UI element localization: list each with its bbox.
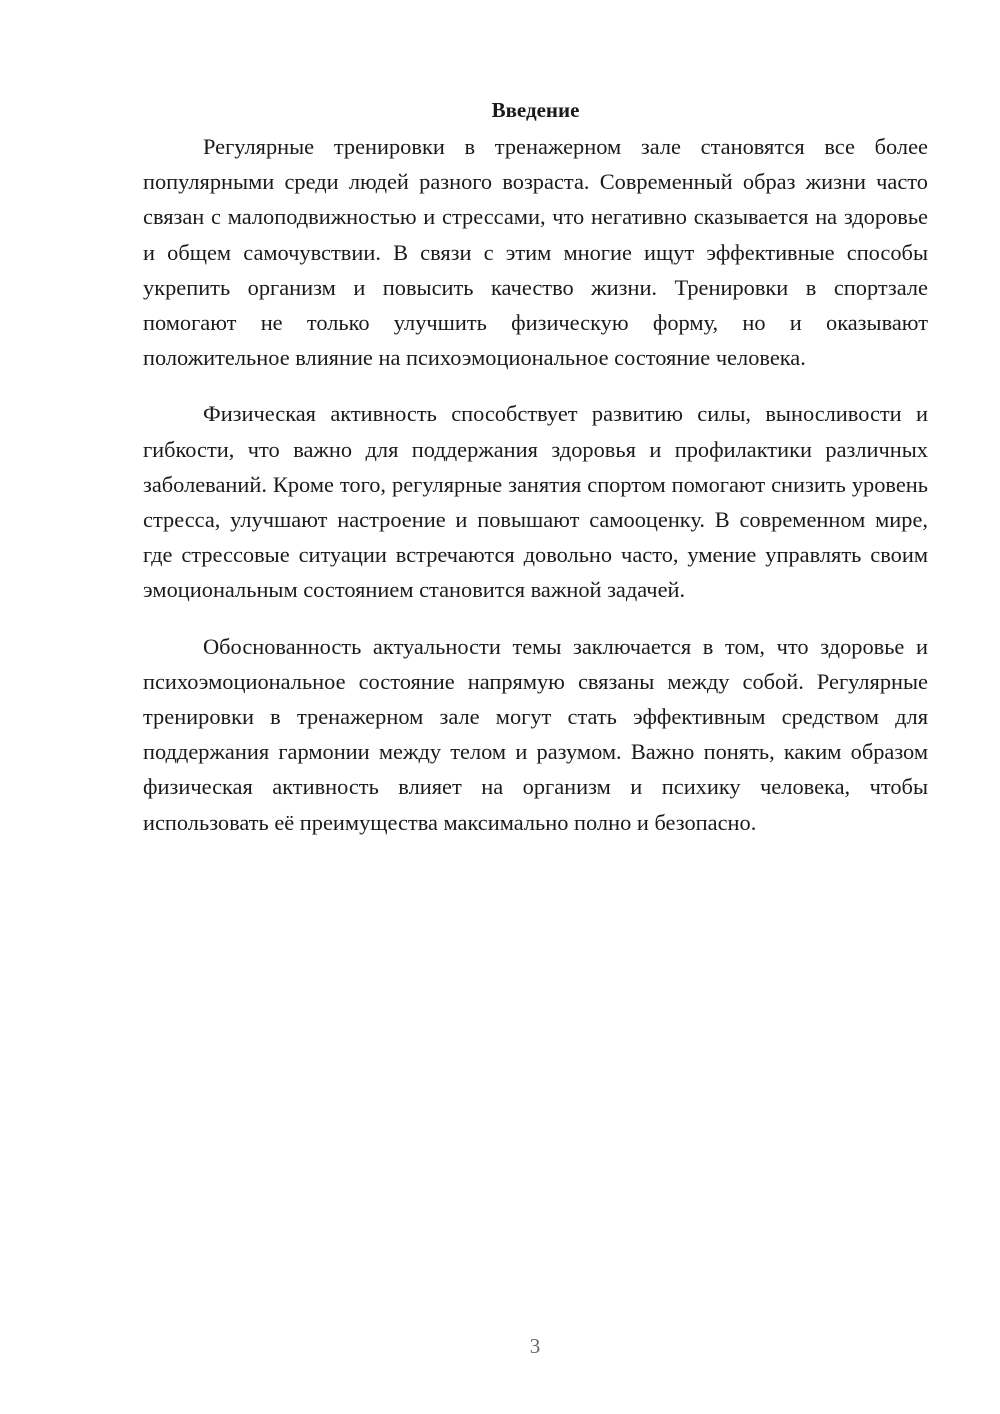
section-heading: Введение (491, 98, 580, 122)
paragraph-3: Обоснованность актуальности темы заключается в том, что здоровье и психоэмоциональное состояние напрямую связаны между собой. Регулярные тренировки в тренажерном зале могут стать эффективным средством для поддержания гармонии между телом и разумом. Важно понять, каким образом физическая активность влияет на организм и психику человека, чтобы использовать её преимущества максимально полно и безопасно. (143, 633, 928, 835)
paragraph-2: Физическая активность способствует развитию силы, выносливости и гибкости, что важно для поддержания здоровья и профилактики различных заболеваний. Кроме того, регулярные занятия спортом помогают снизить уровень стресса, улучшают настроение и повышают самооценку. В современном мире, где стрессовые ситуации встречаются довольно часто, умение управлять своим эмоциональным состоянием становится важной задачей. (143, 401, 928, 603)
page-number: 3 (529, 1334, 541, 1358)
page-content (143, 93, 928, 861)
paragraph-1: Регулярные тренировки в тренажерном зале становятся все более популярными среди людей разного возраста. Современный образ жизни часто связан с малоподвижностью и стрессами, что негативно сказывается на здоровье и общем самочувствии. В связи с этим многие ищут эффективные способы укрепить организм и повысить качество жизни. Тренировки в спортзале помогают не только улучшить физическую форму, но и оказывают положительное влияние на психоэмоциональное состояние человека. (143, 134, 928, 371)
